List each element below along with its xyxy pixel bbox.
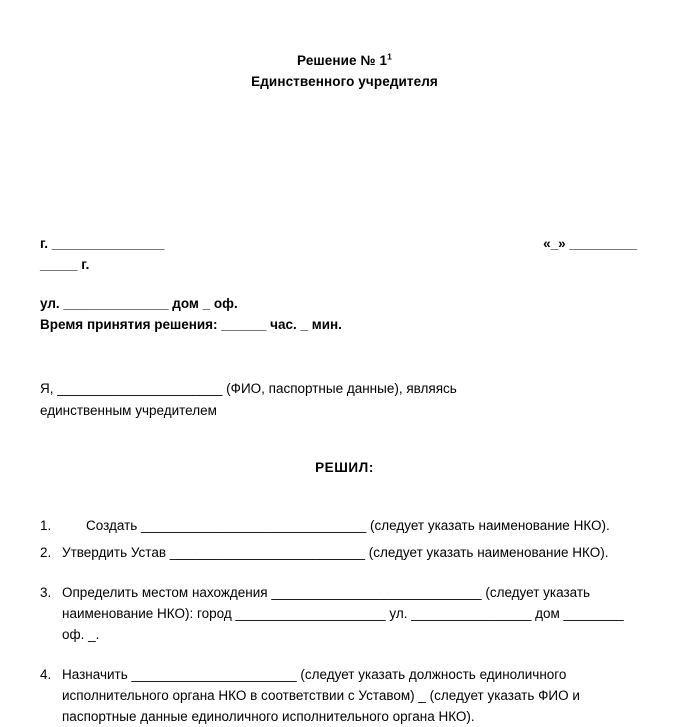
document-title-block [40, 0, 649, 92]
list-item-number: 2. [40, 545, 52, 560]
declarant-line-1: Я, ______________________ (ФИО, паспортные данные), являясь [40, 381, 457, 396]
list-item-number: 1. [40, 518, 52, 533]
list-item-line: Определить местом нахождения ____________________________ (следует указать [62, 585, 591, 600]
list-item-line: оф. _. [62, 627, 100, 642]
street-field: ул. ______________ дом _ оф. [40, 296, 238, 311]
resolve-heading: РЕШИЛ: [315, 460, 374, 475]
list-item-body [62, 664, 649, 727]
page-subtitle: Единственного учредителя [251, 74, 438, 89]
title-footnote-marker: 1 [387, 51, 392, 62]
list-item-number: 3. [40, 585, 52, 600]
declarant-line-2: единственным учредителем [40, 403, 217, 418]
year-field: _____ г. [40, 257, 90, 272]
list-item-line: исполнительного органа НКО в соответствии с Уставом) _ (следует указать ФИО и [62, 688, 580, 703]
list-item [40, 515, 649, 536]
list-item [40, 542, 649, 563]
city-field: г. _______________ [40, 236, 165, 251]
resolve-spacer [40, 422, 649, 457]
list-item-body [86, 515, 649, 536]
list-item-line: наименование НКО): город ____________________ ул. ________________ дом ________ [62, 606, 624, 621]
list-item-number: 4. [40, 667, 52, 682]
list-item-line: Утвердить Устав __________________________ (следует указать наименование НКО). [62, 545, 609, 560]
list-item-line: паспортные данные единоличного исполнительного органа НКО). [62, 709, 475, 724]
date-field: «_» _________ [543, 236, 637, 251]
list-item-line: Назначить ______________________ (следует указать должность единоличного [62, 667, 567, 682]
items-spacer [40, 478, 649, 515]
resolution-items-list [40, 515, 649, 727]
declarant-spacer [40, 335, 649, 378]
page-title [40, 50, 649, 71]
list-item [40, 582, 649, 645]
city-date-row [40, 233, 649, 254]
page-title-text: Решение № 1 [297, 53, 388, 68]
declarant-paragraph [40, 378, 649, 422]
list-item-line: Создать ______________________________ (следует указать наименование НКО). [86, 518, 610, 533]
list-item-body [62, 582, 649, 645]
list-item-body [62, 542, 649, 563]
meta-inner-spacer [40, 275, 649, 293]
title-spacer [40, 92, 649, 233]
document-meta-block [40, 233, 649, 335]
list-item [40, 664, 649, 727]
decision-time-field: Время принятия решения: ______ час. _ мин. [40, 317, 342, 332]
